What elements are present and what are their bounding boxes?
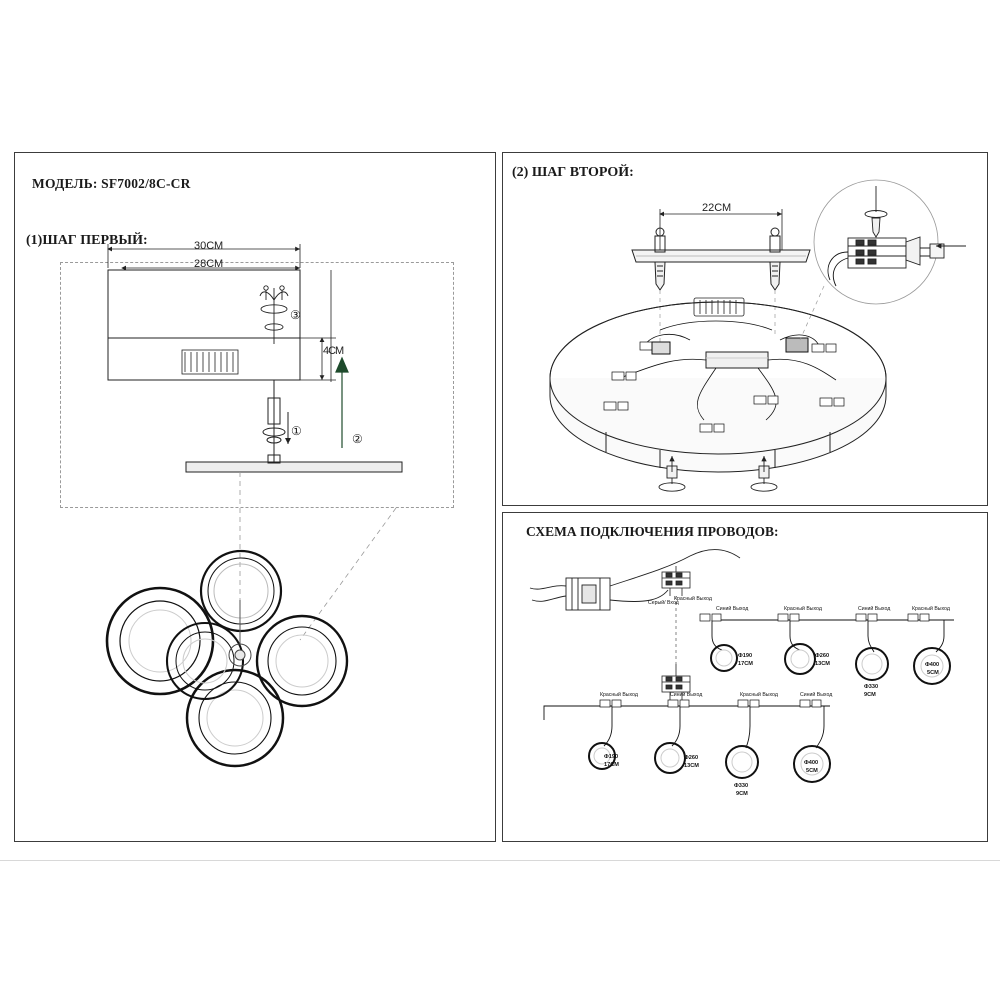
ring-size-top-1: Ф260 bbox=[815, 653, 830, 659]
wire-label-out-top-1: Синий Выход bbox=[716, 606, 749, 612]
ring-size-bot-2: Ф330 bbox=[734, 783, 749, 789]
wire-label-out-top-0: Красный Выход bbox=[674, 596, 712, 602]
dimension-bracket-span: 22СМ bbox=[702, 202, 732, 214]
divider-bottom bbox=[0, 860, 1000, 861]
wire-label-out-bot-1: Синий Выход bbox=[670, 692, 703, 698]
dimension-height: 4СМ bbox=[323, 345, 344, 357]
callout-three: ③ bbox=[290, 308, 301, 322]
model-label: МОДЕЛЬ: SF7002/8C-CR bbox=[32, 176, 191, 191]
wire-label-out-top-4: Красный Выход bbox=[912, 606, 950, 612]
ring-len-top-0: 17СМ bbox=[738, 661, 753, 667]
callout-two: ② bbox=[352, 432, 363, 446]
step-two-label: (2) ШАГ ВТОРОЙ: bbox=[512, 165, 634, 180]
ring-len-top-1: 13СМ bbox=[815, 661, 830, 667]
callout-one: ① bbox=[291, 424, 302, 438]
ring-size-bot-1: Ф260 bbox=[684, 755, 699, 761]
dimension-width-inner: 28СМ bbox=[194, 258, 224, 270]
dimension-width-outer: 30СМ bbox=[194, 240, 224, 252]
ring-len-bot-2: 9СМ bbox=[736, 791, 748, 797]
ring-size-top-2: Ф330 bbox=[864, 684, 879, 690]
wire-label-out-bot-3: Синий Выход bbox=[800, 692, 833, 698]
ring-len-top-2: 9СМ bbox=[864, 692, 876, 698]
wiring-title: СХЕМА ПОДКЛЮЧЕНИЯ ПРОВОДОВ: bbox=[526, 524, 779, 539]
dashed-region-step-one bbox=[60, 262, 454, 508]
wire-label-out-bot-0: Красный Выход bbox=[600, 692, 638, 698]
ring-size-top-3: Ф400 bbox=[925, 662, 940, 668]
ring-size-top-0: Ф190 bbox=[738, 653, 753, 659]
wire-label-input: Серый/ Вход bbox=[648, 600, 679, 606]
panel-step-two bbox=[502, 152, 988, 506]
ring-len-bot-0: 17СМ bbox=[604, 762, 619, 768]
step-one-label: (1)ШАГ ПЕРВЫЙ: bbox=[26, 233, 148, 248]
ring-len-bot-3: 5СМ bbox=[806, 768, 818, 774]
ring-size-bot-0: Ф190 bbox=[604, 754, 619, 760]
ring-len-top-3: 5СМ bbox=[927, 670, 939, 676]
ring-len-bot-1: 13СМ bbox=[684, 763, 699, 769]
wire-label-out-top-2: Красный Выход bbox=[784, 606, 822, 612]
wire-label-out-bot-2: Красный Выход bbox=[740, 692, 778, 698]
wire-label-out-top-3: Синий Выход bbox=[858, 606, 891, 612]
ring-size-bot-3: Ф400 bbox=[804, 760, 819, 766]
